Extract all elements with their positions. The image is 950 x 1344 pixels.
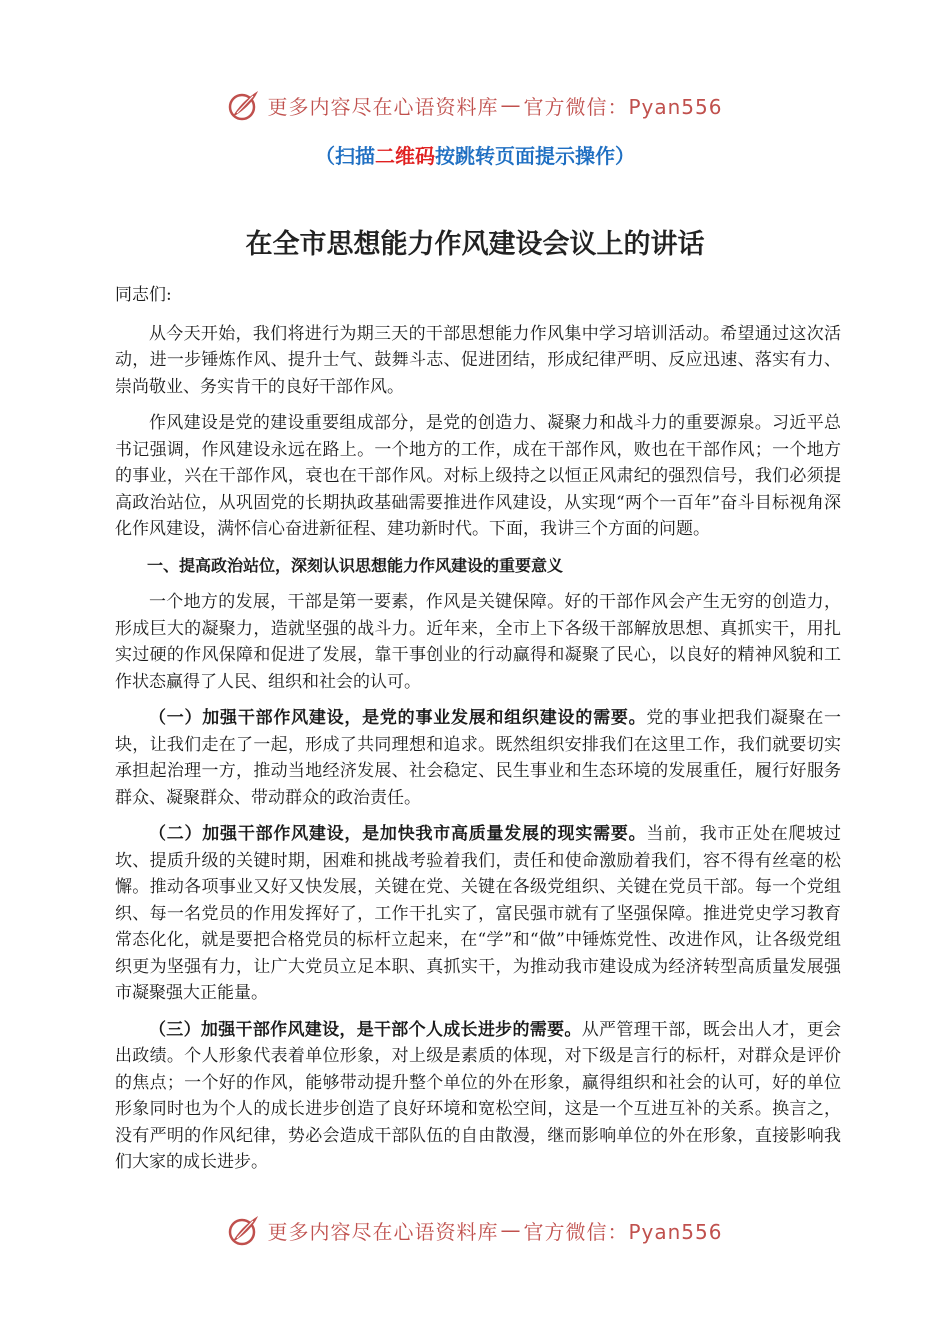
subsection-3-lead: （三）加强干部作风建设，是干部个人成长进步的需要。 [149,1019,582,1040]
header-banner [0,88,950,122]
paragraph-3: 一个地方的发展，干部是第一要素，作风是关键保障。好的干部作风会产生无穷的创造力，形成巨大的凝聚力，造就坚强的战斗力。近年来，全市上下各级干部解放思想、真抓实干，用扎实过硬的作风保障和促进了发展，靠干事创业的行动赢得和凝聚了民心，以良好的精神风貌和工作状态赢得了人民、组织和社会的认可。 [115,592,841,692]
scan-highlight: 二维码 [375,144,435,168]
subsection-2-lead: （二）加强干部作风建设，是加快我市高质量发展的现实需要。 [149,824,647,844]
subsection-2 [115,821,841,1007]
scan-prefix: （扫描 [315,144,375,168]
banner-text: 更多内容尽在心语资料库 [267,94,499,119]
subsection-3 [115,1017,841,1176]
paragraph-2: 作风建设是党的建设重要组成部分，是党的创造力、凝聚力和战斗力的重要源泉。习近平总书记强调，作风建设永远在路上。一个地方的工作，成在干部作风，败也在干部作风；一个地方的事业，兴在干部作风，衰也在干部作风。对标上级持之以恒正风肃纪的强烈信号，我们必须提高政治站位，从巩固党的长期执政基础需要推进作风建设，从实现“两个一百年”奋斗目标视角深化作风建设，满怀信心奋进新征程、建功新时代。下面，我讲三个方面的问题。 [115,413,841,539]
scan-suffix: 按跳转页面提示操作） [435,144,635,168]
paragraph-1: 从今天开始，我们将进行为期三天的干部思想能力作风集中学习培训活动。希望通过这次活动，进一步锤炼作风、提升士气、鼓舞斗志、促进团结，形成纪律严明、反应迅速、落实有力、崇尚敬业、务实肯干的良好干部作风。 [115,323,841,397]
subsection-1-body: 党的事业把我们凝聚在一块，让我们走在了一起，形成了共同理想和追求。既然组织安排我们在这里工作，我们就要切实承担起治理一方，推动当地经济发展、社会稳定、民生事业和生态环境的发展重任，履行好服务群众、凝聚群众、带动群众的政治责任。 [115,708,842,808]
footer-banner [0,1213,950,1247]
document-title: 在全市思想能力作风建设会议上的讲话 [245,229,705,260]
section-1-heading: 一、提高政治站位，深刻认识思想能力作风建设的重要意义 [147,555,564,575]
quill-logo-icon [227,1213,261,1247]
subsection-3-body: 从严管理干部，既会出人才，更会出政绩。个人形象代表着单位形象，对上级是素质的体现，对下级是言行的标杆，对群众是评价的焦点；一个好的作风，能够带动提升整个单位的外在形象，赢得组织和社会的认可，好的单位形象同时也为个人的成长进步创造了良好环境和宽松空间，这是一个互进互补的关系。换言之，没有严明的作风纪律，势必会造成干部队伍的自由散漫，继而影响单位的外在形象，直接影响我们大家的成长进步。 [115,1019,842,1172]
document-body [115,282,841,1186]
banner-dash: — [500,93,522,117]
banner-wechat: 官方微信：Pyan556 [523,94,723,119]
scan-instruction [0,140,950,169]
subsection-1 [115,705,841,811]
banner-text: 更多内容尽在心语资料库 [267,1219,499,1244]
subsection-1-lead: （一）加强干部作风建设，是党的事业发展和组织建设的需要。 [149,708,647,728]
salutation: 同志们: [115,285,172,305]
banner-wechat: 官方微信：Pyan556 [523,1219,723,1244]
banner-dash: — [500,1218,522,1242]
quill-logo-icon [227,88,261,122]
subsection-2-body: 当前，我市正处在爬坡过坎、提质升级的关键时期，困难和挑战考验着我们，责任和使命激励着我们，容不得有丝毫的松懈。推动各项事业又好又快发展，关键在党、关键在各级党组织、关键在党员干部。每一个党组织、每一名党员的作用发挥好了，工作干扎实了，富民强市就有了坚强保障。推进党史学习教育常态化化，就是要把合格党员的标杆立起来，在“学”和“做”中锤炼党性、改进作风，让各级党组织更为坚强有力，让广大党员立足本职、真抓实干，为推动我市建设成为经济转型高质量发展强市凝聚强大正能量。 [115,824,842,1003]
